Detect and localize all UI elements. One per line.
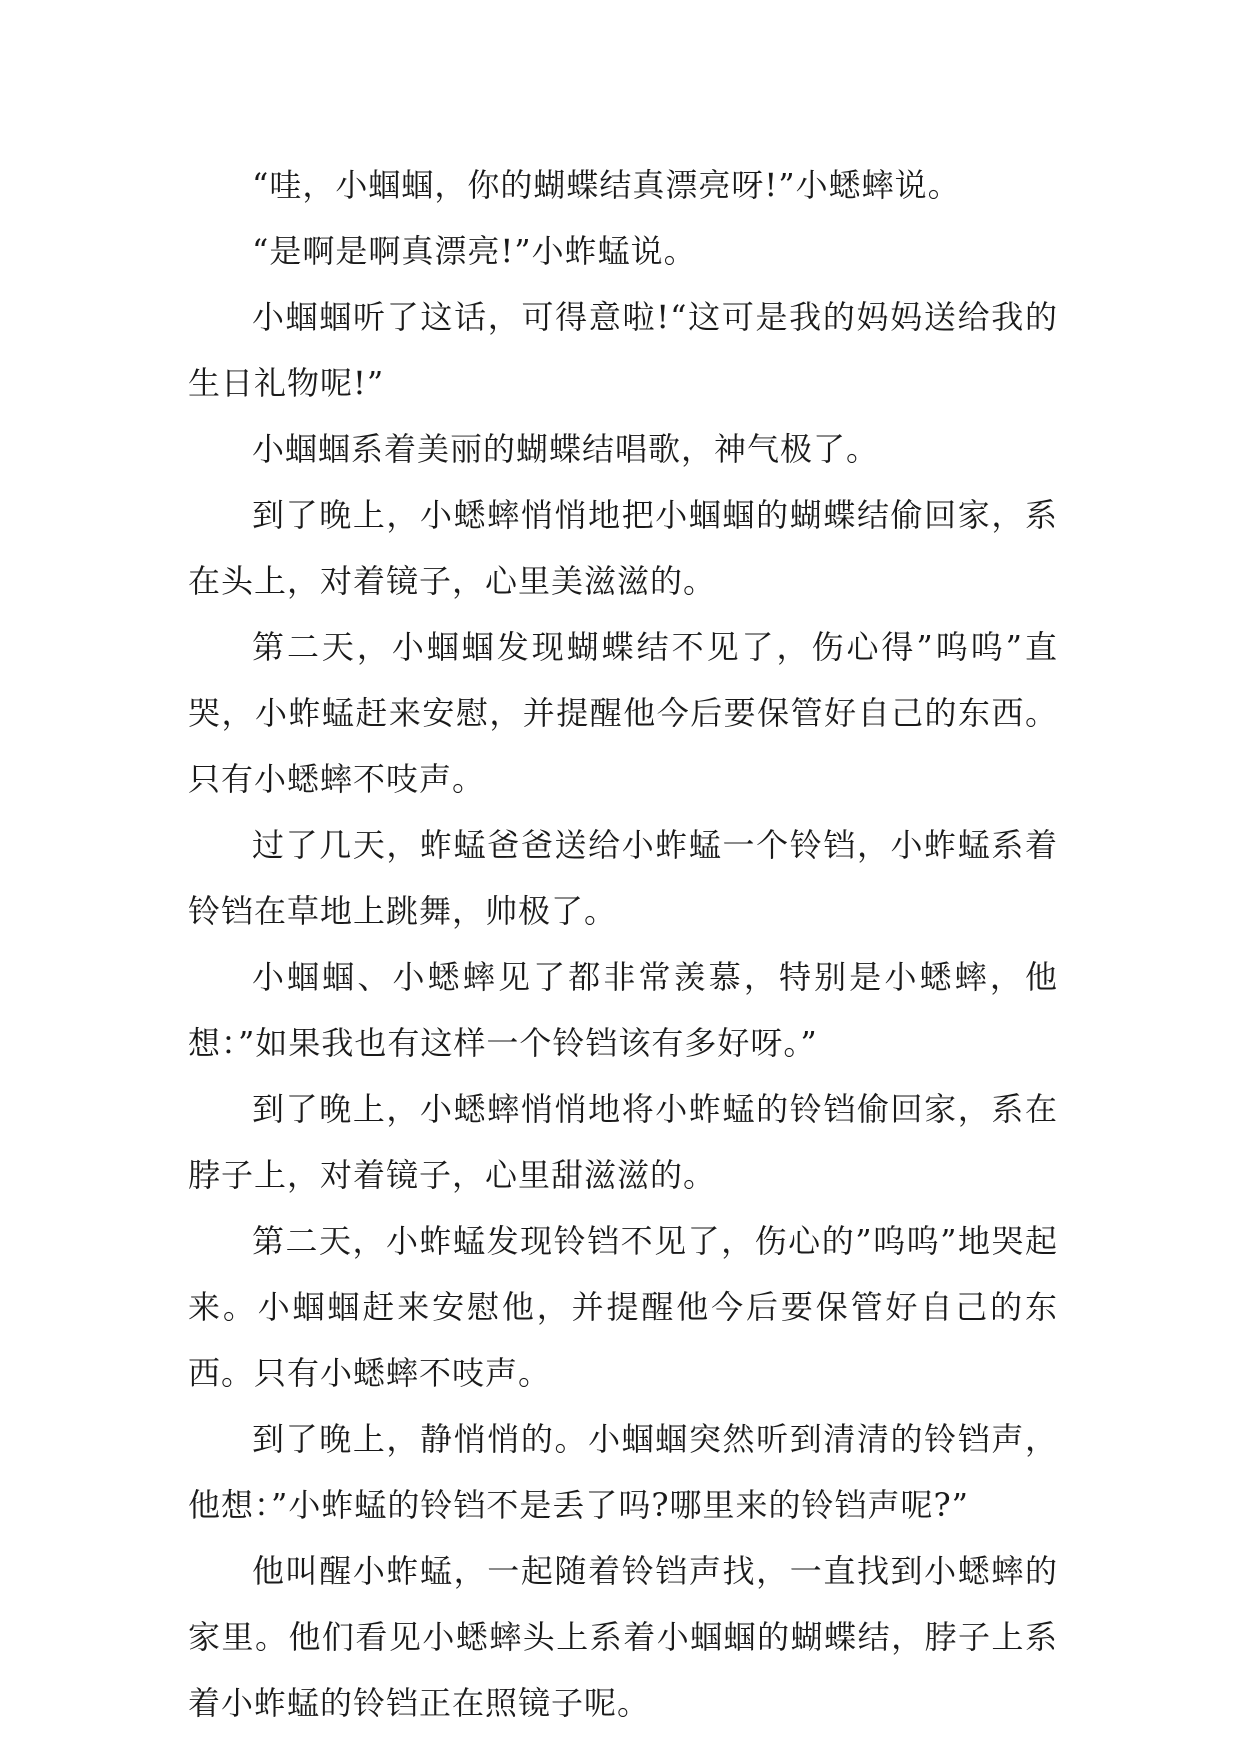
- paragraph-7: 过了几天，蚱蜢爸爸送给小蚱蜢一个铃铛，小蚱蜢系着铃铛在草地上跳舞，帅极了。: [188, 826, 1058, 930]
- paragraph-5: 到了晚上，小蟋蟀悄悄地把小蝈蝈的蝴蝶结偷回家，系在头上，对着镜子，心里美滋滋的。: [188, 496, 1058, 600]
- story-text: [188, 152, 1058, 1736]
- paragraph-8: 小蝈蝈、小蟋蟀见了都非常羡慕，特别是小蟋蟀，他想：”如果我也有这样一个铃铛该有多好呀。”: [188, 958, 1058, 1062]
- paragraph-12: 他叫醒小蚱蜢，一起随着铃铛声找，一直找到小蟋蟀的家里。他们看见小蟋蟀头上系着小蝈蝈的蝴蝶结，脖子上系着小蚱蜢的铃铛正在照镜子呢。: [188, 1552, 1058, 1722]
- paragraph-9: 到了晚上，小蟋蟀悄悄地将小蚱蜢的铃铛偷回家，系在脖子上，对着镜子，心里甜滋滋的。: [188, 1090, 1058, 1194]
- paragraph-11: 到了晚上，静悄悄的。小蝈蝈突然听到清清的铃铛声，他想：”小蚱蜢的铃铛不是丢了吗?哪里来的铃铛声呢?”: [188, 1420, 1058, 1524]
- paragraph-4: 小蝈蝈系着美丽的蝴蝶结唱歌，神气极了。: [252, 430, 880, 468]
- paragraph-3: 小蝈蝈听了这话，可得意啦!“这可是我的妈妈送给我的生日礼物呢!”: [188, 298, 1058, 402]
- paragraph-2: “是啊是啊真漂亮!”小蚱蜢说。: [252, 232, 697, 270]
- paragraph-1: “哇，小蝈蝈，你的蝴蝶结真漂亮呀!”小蟋蟀说。: [252, 166, 961, 204]
- paragraph-10: 第二天，小蚱蜢发现铃铛不见了，伤心的”呜呜”地哭起来。小蝈蝈赶来安慰他，并提醒他今后要保管好自己的东西。只有小蟋蟀不吱声。: [188, 1222, 1058, 1392]
- paragraph-6: 第二天，小蝈蝈发现蝴蝶结不见了，伤心得”呜呜”直哭，小蚱蜢赶来安慰，并提醒他今后要保管好自己的东西。只有小蟋蟀不吱声。: [188, 628, 1058, 798]
